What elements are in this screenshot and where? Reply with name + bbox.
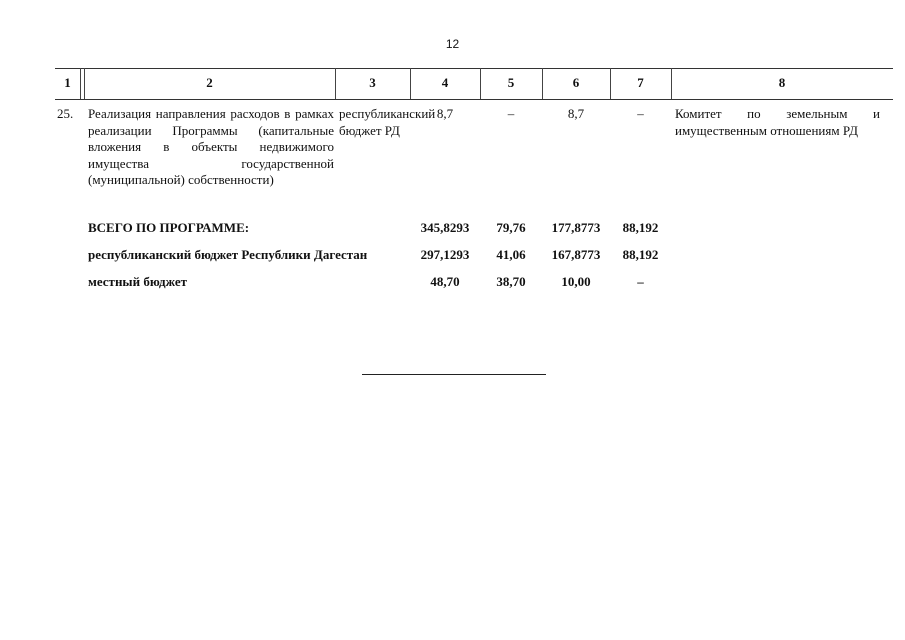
row-25-funding-source: республиканский бюджет РД [339, 106, 436, 138]
column-header-2: 2 [206, 75, 213, 90]
column-header-4: 4 [441, 75, 449, 90]
total-republican-col5: 41,06 [496, 247, 526, 262]
total-republican-col4: 297,1293 [420, 247, 470, 262]
header-bottom-rule [55, 99, 893, 100]
column-header-1: 1 [64, 75, 71, 90]
row-25-col4: 8,7 [436, 106, 454, 121]
row-25-description: Реализация направления расходов в рамках реализации Программы (капитальные вложения в объекты недвижимого имущества государственной (муниципальной) собственности) [88, 106, 334, 187]
column-header-8: 8 [778, 75, 786, 90]
row-25-col5: – [507, 106, 515, 121]
row-25-executor: Комитет по земельным и имущественным отношениям РД [675, 106, 880, 138]
column-header-5: 5 [507, 75, 515, 90]
total-program-col6: 177,8773 [551, 220, 601, 235]
total-program-col5: 79,76 [496, 220, 526, 235]
total-program-label: ВСЕГО ПО ПРОГРАММЕ: [88, 220, 250, 235]
total-local-col6: 10,00 [561, 274, 591, 289]
total-republican-col7: 88,192 [622, 247, 659, 262]
total-local-label: местный бюджет [88, 274, 187, 289]
total-local-col4: 48,70 [430, 274, 460, 289]
total-program-col7: 88,192 [622, 220, 659, 235]
total-program-col4: 345,8293 [420, 220, 470, 235]
total-republican-col6: 167,8773 [551, 247, 601, 262]
row-25-col7: – [637, 106, 644, 121]
end-separator-line [362, 374, 546, 375]
total-local-col5: 38,70 [496, 274, 526, 289]
total-republican-label: республиканский бюджет Республики Дагестан [88, 247, 368, 262]
column-header-7: 7 [637, 75, 644, 90]
column-header-3: 3 [369, 75, 376, 90]
row-25-col6: 8,7 [567, 106, 585, 121]
col-divider [80, 68, 81, 99]
row-25-index: 25. [57, 106, 74, 121]
page-number: 12 [445, 37, 460, 51]
total-local-col7: – [637, 274, 644, 289]
column-header-6: 6 [572, 75, 580, 90]
header-top-rule [55, 68, 893, 69]
